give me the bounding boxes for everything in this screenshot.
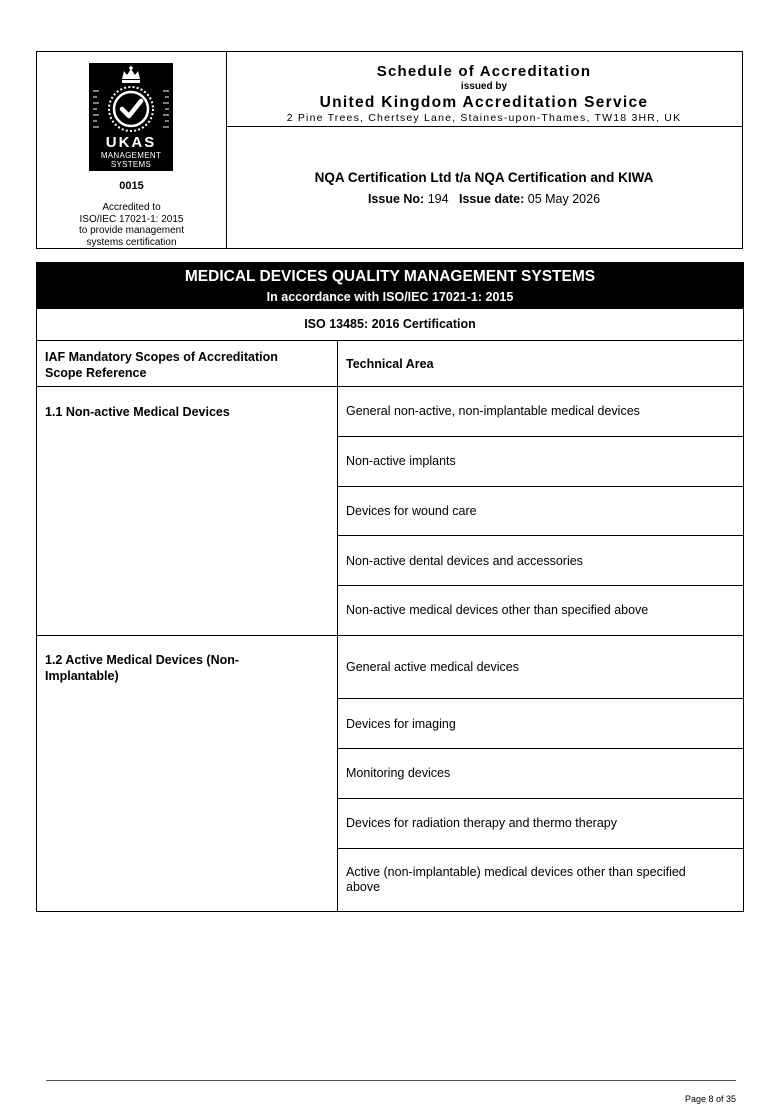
logo-subtitle: MANAGEMENT SYSTEMS [100,151,162,169]
technical-area: Devices for wound care [346,504,477,518]
header-row-divider [37,386,743,387]
row-divider [337,798,743,799]
technical-area: Devices for radiation therapy and thermo therapy [346,816,617,830]
page-number: Page 8 of 35 [684,1094,736,1104]
ukas-logo [89,63,173,171]
header-divider [226,126,742,127]
issue-no: 194 [427,192,449,206]
row-divider [337,585,743,586]
technical-area: Non-active medical devices other than specified above [346,603,649,617]
area-column-header: Technical Area [346,357,434,371]
address: 2 Pine Trees, Chertsey Lane, Staines-upon-Thames, TW18 3HR, UK [286,112,682,124]
scope-column-header: IAF Mandatory Scopes of Accreditation Scope Reference [45,350,278,380]
accreditation-number: 0015 [119,180,144,192]
column-divider [337,341,338,911]
service-name: United Kingdom Accreditation Service [319,94,649,111]
scope-reference: 1.2 Active Medical Devices (Non- Implantable) [45,653,240,683]
row-divider [337,535,743,536]
row-divider [337,848,743,849]
logo-brand: UKAS [105,134,157,151]
technical-area: Non-active dental devices and accessories [346,554,583,568]
technical-area: Non-active implants [346,454,456,468]
issued-by: issued by [460,81,508,92]
group-divider [37,635,743,636]
schedule-title: Schedule of Accreditation [376,63,592,80]
issue-no-label: Issue No: [367,192,425,206]
certification-label: ISO 13485: 2016 Certification [304,317,476,331]
row-divider [337,748,743,749]
issue-info [226,192,742,206]
issue-date-label: Issue date: [458,192,525,206]
technical-area: General non-active, non-implantable medical devices [346,404,640,418]
technical-area: Devices for imaging [346,717,456,731]
footer-rule [46,1080,736,1081]
issue-date: 05 May 2026 [527,192,601,206]
technical-area: Active (non-implantable) medical devices other than specified above [346,865,686,894]
banner-title: MEDICAL DEVICES QUALITY MANAGEMENT SYSTEMS [184,268,596,285]
row-divider [337,436,743,437]
scope-table [36,262,744,912]
schedule-header [36,51,743,249]
row-divider [337,486,743,487]
scope-reference: 1.1 Non-active Medical Devices [45,405,230,419]
technical-area: Monitoring devices [346,766,451,780]
table-banner [37,263,743,309]
accreditation-note: Accredited to ISO/IEC 17021-1: 2015 to provide management systems certification [78,202,185,248]
title-panel [226,52,742,248]
technical-area: General active medical devices [346,660,519,674]
row-divider [337,698,743,699]
certification-row [37,309,743,341]
logo-panel [37,52,227,248]
banner-subtitle: In accordance with ISO/IEC 17021-1: 2015 [266,290,514,304]
company-name: NQA Certification Ltd t/a NQA Certification and KIWA [314,170,654,185]
